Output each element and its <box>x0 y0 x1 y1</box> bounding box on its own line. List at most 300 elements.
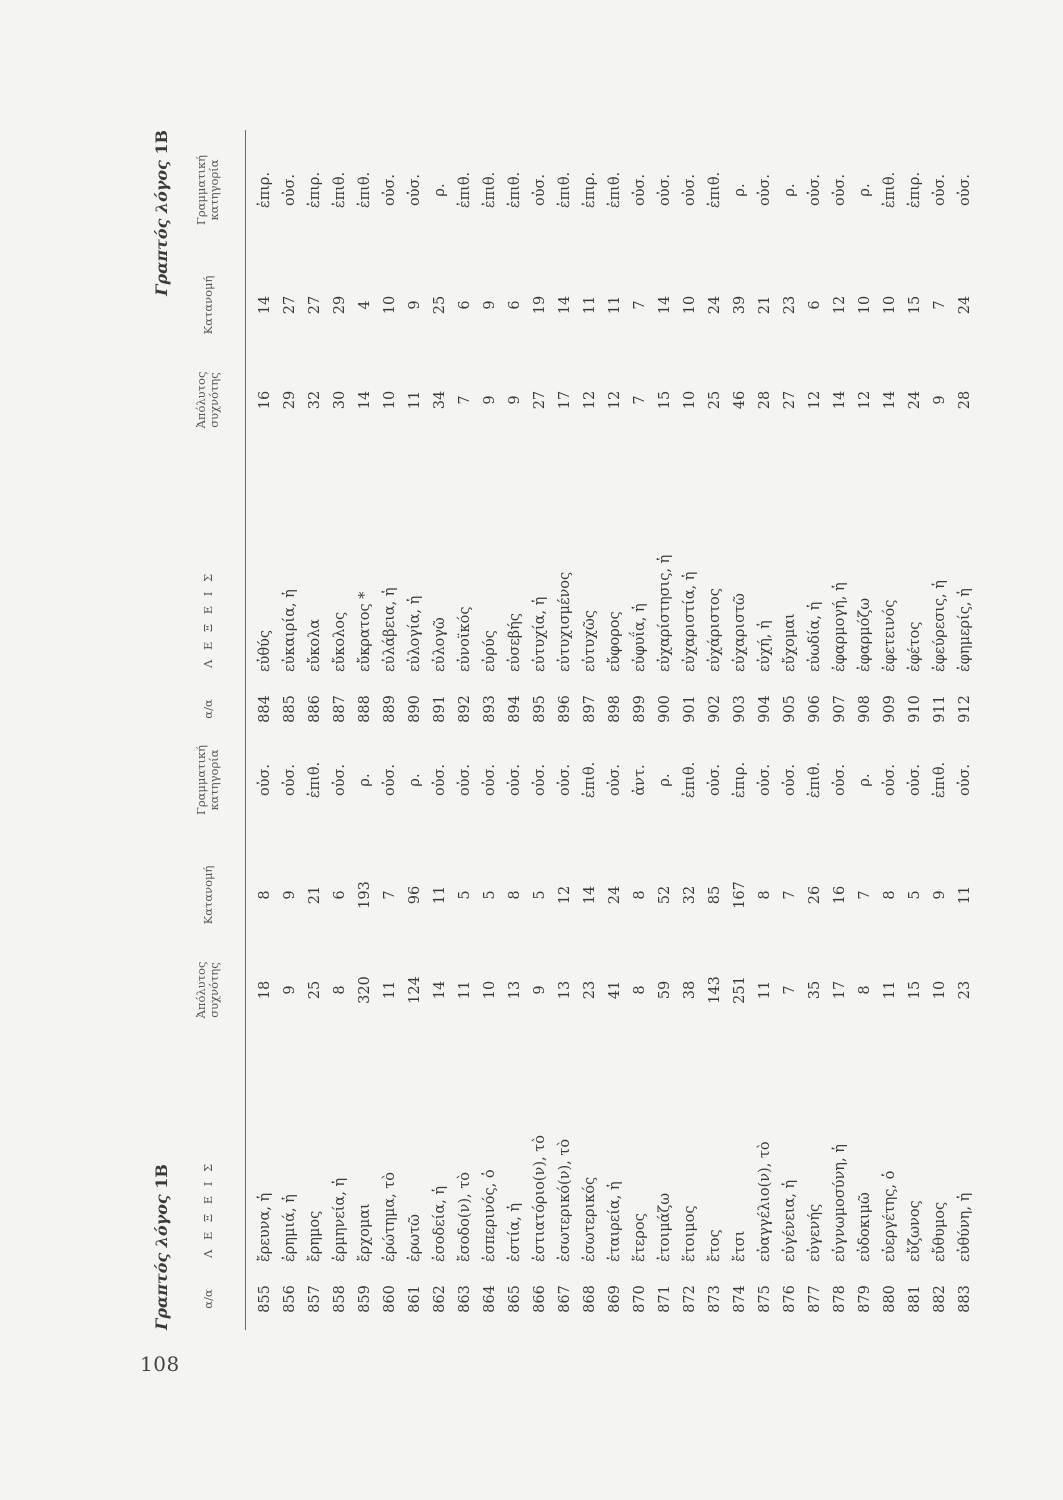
entry-distribution: 14 <box>256 295 273 315</box>
entry-number: 900 <box>656 695 673 723</box>
entry-frequency: 15 <box>906 980 923 1000</box>
entry-frequency: 25 <box>706 390 723 410</box>
entry-frequency: 7 <box>781 985 798 995</box>
entry-distribution: 25 <box>431 295 448 315</box>
entry-number: 884 <box>256 695 273 723</box>
entry-category: οὐσ. <box>881 763 898 797</box>
entry-word: εὔκρατος * <box>356 591 373 672</box>
entry-category: οὐσ. <box>906 763 923 797</box>
entry-distribution: 8 <box>506 890 523 900</box>
entry-word: εὐγένεια, ἡ <box>781 1179 798 1262</box>
entry-frequency: 12 <box>856 390 873 410</box>
entry-frequency: 9 <box>531 985 548 995</box>
entry-category: οὐσ. <box>756 763 773 797</box>
entry-number: 874 <box>731 1285 748 1313</box>
entry-frequency: 11 <box>406 390 423 410</box>
entry-frequency: 11 <box>381 980 398 1000</box>
entry-distribution: 23 <box>781 295 798 315</box>
entry-distribution: 52 <box>656 885 673 905</box>
entry-distribution: 12 <box>556 885 573 905</box>
entry-category: ρ. <box>856 773 873 787</box>
table-row <box>852 720 877 1330</box>
entry-frequency: 320 <box>356 976 373 1004</box>
entry-number: 889 <box>381 695 398 723</box>
entry-word: εὐτυχία, ἡ <box>531 596 548 672</box>
entry-frequency: 7 <box>456 395 473 405</box>
column-header-frequency: Ἀπόλυτος συχνότης <box>194 371 221 429</box>
entry-word: εὐαγγέλιο(ν), τὸ <box>756 1141 773 1262</box>
entry-category: ἐπιθ. <box>606 171 623 209</box>
table-row <box>452 130 477 740</box>
entry-category: οὐσ. <box>956 173 973 207</box>
entry-category: ρ. <box>406 773 423 787</box>
table-row <box>677 130 702 740</box>
entry-frequency: 41 <box>606 980 623 1000</box>
entry-word: ἕτερος <box>631 1213 648 1262</box>
entry-category: ἐπιρ. <box>731 761 748 799</box>
entry-distribution: 14 <box>556 295 573 315</box>
table-row <box>652 720 677 1330</box>
entry-frequency: 18 <box>256 980 273 1000</box>
table-row <box>577 130 602 740</box>
table-row <box>552 130 577 740</box>
entry-distribution: 32 <box>681 885 698 905</box>
entry-number: 867 <box>556 1285 573 1313</box>
entry-word: εὐδοκιμῶ <box>856 1192 873 1262</box>
entry-distribution: 24 <box>606 885 623 905</box>
table-row <box>952 130 977 740</box>
entry-distribution: 8 <box>756 890 773 900</box>
entry-frequency: 28 <box>756 390 773 410</box>
table-row <box>902 720 927 1330</box>
right-table-body <box>252 130 977 740</box>
entry-frequency: 59 <box>656 980 673 1000</box>
entry-frequency: 29 <box>281 390 298 410</box>
table-row <box>702 720 727 1330</box>
entry-word: εὐεργέτης, ὁ <box>881 1170 898 1262</box>
entry-word: εὐφυΐα, ἡ <box>631 603 648 672</box>
table-row <box>252 130 277 740</box>
entry-number: 869 <box>606 1285 623 1313</box>
entry-word: ἑσπερινός, ὁ <box>481 1169 498 1262</box>
entry-distribution: 10 <box>681 295 698 315</box>
entry-frequency: 8 <box>331 985 348 995</box>
entry-number: 860 <box>381 1285 398 1313</box>
entry-category: οὐσ. <box>531 763 548 797</box>
table-row <box>802 130 827 740</box>
entry-number: 881 <box>906 1285 923 1313</box>
entry-number: 861 <box>406 1285 423 1313</box>
entry-distribution: 19 <box>531 295 548 315</box>
entry-number: 856 <box>281 1285 298 1313</box>
entry-number: 888 <box>356 695 373 723</box>
table-row <box>427 130 452 740</box>
entry-frequency: 46 <box>731 390 748 410</box>
entry-frequency: 9 <box>506 395 523 405</box>
column-header-number: α/α <box>200 699 215 719</box>
entry-category: ἐπιρ. <box>581 171 598 209</box>
entry-frequency: 14 <box>356 390 373 410</box>
entry-distribution: 11 <box>431 885 448 905</box>
entry-number: 855 <box>256 1285 273 1313</box>
entry-word: εὐχάριστος <box>706 588 723 672</box>
entry-number: 857 <box>306 1285 323 1313</box>
table-row <box>877 130 902 740</box>
entry-frequency: 24 <box>906 390 923 410</box>
entry-number: 873 <box>706 1285 723 1313</box>
table-row <box>827 720 852 1330</box>
entry-number: 904 <box>756 695 773 723</box>
entry-number: 908 <box>856 695 873 723</box>
entry-word: ἐσωτερικός <box>581 1176 598 1262</box>
table-row <box>352 720 377 1330</box>
entry-category: οὐσ. <box>931 173 948 207</box>
entry-number: 877 <box>806 1285 823 1313</box>
entry-frequency: 8 <box>631 985 648 995</box>
entry-category: ἐπιθ. <box>481 171 498 209</box>
page-number: 108 <box>140 1352 180 1376</box>
entry-word: ἐφαρμόζω <box>856 597 873 672</box>
entry-number: 906 <box>806 695 823 723</box>
entry-frequency: 8 <box>856 985 873 995</box>
entry-word: ἔρευνα, ἡ <box>256 1192 273 1262</box>
entry-category: οὐσ. <box>481 763 498 797</box>
column-header-frequency: Ἀπόλυτος συχνότης <box>194 961 221 1019</box>
entry-distribution: 9 <box>281 890 298 900</box>
entry-frequency: 14 <box>881 390 898 410</box>
entry-frequency: 10 <box>681 390 698 410</box>
entry-distribution: 6 <box>806 300 823 310</box>
entry-frequency: 30 <box>331 390 348 410</box>
entry-distribution: 5 <box>531 890 548 900</box>
entry-frequency: 9 <box>481 395 498 405</box>
entry-number: 912 <box>956 695 973 723</box>
entry-distribution: 6 <box>331 890 348 900</box>
entry-distribution: 21 <box>756 295 773 315</box>
table-row <box>927 130 952 740</box>
table-row <box>502 130 527 740</box>
entry-word: ἐρωτῶ <box>406 1214 423 1262</box>
entry-word: εὔκολα <box>306 618 323 672</box>
entry-distribution: 10 <box>381 295 398 315</box>
entry-distribution: 21 <box>306 885 323 905</box>
entry-word: εὐλογῶ <box>431 617 448 672</box>
entry-frequency: 23 <box>956 980 973 1000</box>
column-header-number: α/α <box>200 1289 215 1309</box>
entry-category: ἐπιθ. <box>706 171 723 209</box>
entry-word: ἑστιατόριο(ν), τὸ <box>531 1135 548 1262</box>
entry-distribution: 9 <box>406 300 423 310</box>
entry-category: οὐσ. <box>331 763 348 797</box>
right-running-title: Γραπτός λόγος 1Β <box>152 130 171 296</box>
entry-distribution: 27 <box>281 295 298 315</box>
entry-word: ἔσοδο(ν), τὸ <box>456 1172 473 1262</box>
entry-word: ἑτοιμάζω <box>656 1192 673 1262</box>
table-row <box>477 720 502 1330</box>
entry-word: ἔρημος <box>306 1210 323 1262</box>
entry-frequency: 9 <box>281 985 298 995</box>
entry-frequency: 11 <box>756 980 773 1000</box>
table-row <box>277 720 302 1330</box>
entry-word: ἕτοιμος <box>681 1205 698 1262</box>
entry-category: οὐσ. <box>281 763 298 797</box>
table-row <box>627 130 652 740</box>
left-table <box>135 720 977 1330</box>
entry-category: οὐσ. <box>506 763 523 797</box>
entry-number: 892 <box>456 695 473 723</box>
table-row <box>602 130 627 740</box>
table-row <box>752 720 777 1330</box>
entry-category: ρ. <box>656 773 673 787</box>
table-row <box>727 720 752 1330</box>
table-row <box>377 130 402 740</box>
entry-distribution: 10 <box>856 295 873 315</box>
entry-distribution: 12 <box>831 295 848 315</box>
table-row <box>402 720 427 1330</box>
entry-word: εὐχαρίστησις, ἡ <box>656 554 673 672</box>
entry-word: εὐκαιρία, ἡ <box>281 589 298 672</box>
entry-frequency: 12 <box>581 390 598 410</box>
entry-number: 907 <box>831 695 848 723</box>
entry-category: ἐπιθ. <box>306 761 323 799</box>
entry-distribution: 7 <box>631 300 648 310</box>
entry-category: οὐσ. <box>831 763 848 797</box>
entry-distribution: 6 <box>506 300 523 310</box>
entry-category: οὐσ. <box>681 173 698 207</box>
table-row <box>327 720 352 1330</box>
entry-number: 891 <box>431 695 448 723</box>
entry-distribution: 8 <box>631 890 648 900</box>
table-row <box>827 130 852 740</box>
entry-number: 868 <box>581 1285 598 1313</box>
entry-category: ἐπιθ. <box>356 171 373 209</box>
right-column-headers <box>171 130 246 740</box>
entry-frequency: 16 <box>256 390 273 410</box>
entry-distribution: 14 <box>656 295 673 315</box>
entry-category: οὐσ. <box>281 173 298 207</box>
entry-word: ἐρώτημα, τὸ <box>381 1171 398 1262</box>
entry-number: 863 <box>456 1285 473 1313</box>
entry-number: 894 <box>506 695 523 723</box>
entry-distribution: 193 <box>356 881 373 909</box>
entry-word: εὔκολος <box>331 611 348 672</box>
entry-category: ἐπιθ. <box>881 171 898 209</box>
entry-distribution: 29 <box>331 295 348 315</box>
table-row <box>402 130 427 740</box>
entry-category: ἐπιθ. <box>581 761 598 799</box>
entry-word: εὐθύς <box>256 630 273 672</box>
entry-distribution: 7 <box>381 890 398 900</box>
table-row <box>527 720 552 1330</box>
entry-word: εὔφορος <box>606 611 623 672</box>
entry-number: 911 <box>931 695 948 723</box>
table-row <box>727 130 752 740</box>
entry-frequency: 32 <box>306 390 323 410</box>
entry-word: εὔζωνος <box>906 1200 923 1262</box>
entry-word: ἐφεύρεσις, ἡ <box>931 580 948 672</box>
entry-frequency: 14 <box>431 980 448 1000</box>
left-running-title: Γραπτός λόγος 1Β <box>152 1164 171 1330</box>
entry-distribution: 8 <box>881 890 898 900</box>
column-header-category: Γραμματική κατηγορία <box>194 744 221 816</box>
entry-distribution: 27 <box>306 295 323 315</box>
entry-word: εὐτυχισμένος <box>556 571 573 672</box>
entry-number: 901 <box>681 695 698 723</box>
entry-word: ἑταιρεία, ἡ <box>606 1181 623 1262</box>
entry-frequency: 143 <box>706 976 723 1004</box>
entry-distribution: 5 <box>481 890 498 900</box>
entry-distribution: 15 <box>906 295 923 315</box>
entry-category: ἀντ. <box>631 764 648 796</box>
entry-category: ἐπιθ. <box>506 171 523 209</box>
entry-word: ἔρχομαι <box>356 1203 373 1262</box>
entry-word: ἐφημερίς, ἡ <box>956 588 973 672</box>
entry-number: 870 <box>631 1285 648 1313</box>
entry-frequency: 15 <box>656 390 673 410</box>
table-row <box>777 720 802 1330</box>
entry-number: 882 <box>931 1285 948 1313</box>
entry-number: 858 <box>331 1285 348 1313</box>
entry-number: 878 <box>831 1285 848 1313</box>
entry-word: εὐνοϊκός <box>456 606 473 672</box>
table-row <box>252 720 277 1330</box>
entry-frequency: 12 <box>606 390 623 410</box>
entry-number: 898 <box>606 695 623 723</box>
entry-word: εὔχομαι <box>781 613 798 672</box>
entry-word: ἑρμηνεία, ἡ <box>331 1177 348 1262</box>
entry-word: εὐγενής <box>806 1203 823 1262</box>
entry-number: 903 <box>731 695 748 723</box>
entry-word: ἔτος <box>706 1229 723 1262</box>
entry-frequency: 14 <box>831 390 848 410</box>
entry-frequency: 12 <box>806 390 823 410</box>
entry-category: οὐσ. <box>956 763 973 797</box>
table-row <box>552 720 577 1330</box>
entry-category: οὐσ. <box>256 763 273 797</box>
entry-frequency: 124 <box>406 976 423 1004</box>
left-table-body <box>252 720 977 1330</box>
entry-number: 896 <box>556 695 573 723</box>
entry-number: 890 <box>406 695 423 723</box>
entry-category: οὐσ. <box>806 173 823 207</box>
entry-distribution: 7 <box>781 890 798 900</box>
entry-distribution: 6 <box>456 300 473 310</box>
entry-number: 909 <box>881 695 898 723</box>
entry-distribution: 10 <box>881 295 898 315</box>
entry-number: 887 <box>331 695 348 723</box>
entry-word: ἔτσι <box>731 1230 748 1262</box>
entry-frequency: 11 <box>456 980 473 1000</box>
entry-frequency: 17 <box>831 980 848 1000</box>
table-row <box>702 130 727 740</box>
entry-frequency: 27 <box>531 390 548 410</box>
entry-frequency: 38 <box>681 980 698 1000</box>
table-row <box>927 720 952 1330</box>
entry-number: 897 <box>581 695 598 723</box>
entry-category: οὐσ. <box>381 173 398 207</box>
entry-frequency: 9 <box>931 395 948 405</box>
entry-frequency: 10 <box>481 980 498 1000</box>
entry-word: ἑστία, ἡ <box>506 1202 523 1262</box>
entry-distribution: 39 <box>731 295 748 315</box>
entry-distribution: 14 <box>581 885 598 905</box>
entry-number: 871 <box>656 1285 673 1313</box>
entry-number: 862 <box>431 1285 448 1313</box>
entry-word: εὐλάβεια, ἡ <box>381 587 398 672</box>
entry-word: ἐσωτερικό(ν), τὸ <box>556 1138 573 1262</box>
entry-category: ἐπιθ. <box>931 761 948 799</box>
entry-distribution: 4 <box>356 300 373 310</box>
entry-distribution: 5 <box>456 890 473 900</box>
entry-distribution: 11 <box>956 885 973 905</box>
table-row <box>652 130 677 740</box>
entry-category: οὐσ. <box>756 173 773 207</box>
entry-word: ἐσοδεία, ἡ <box>431 1185 448 1262</box>
entry-number: 905 <box>781 695 798 723</box>
entry-word: εὐχαριστῶ <box>731 593 748 672</box>
entry-distribution: 11 <box>581 295 598 315</box>
entry-category: οὐσ. <box>556 763 573 797</box>
entry-number: 895 <box>531 695 548 723</box>
table-row <box>477 130 502 740</box>
column-header-category: Γραμματική κατηγορία <box>194 154 221 226</box>
entry-number: 883 <box>956 1285 973 1313</box>
table-row <box>877 720 902 1330</box>
entry-frequency: 13 <box>506 980 523 1000</box>
left-column-headers <box>171 720 246 1330</box>
entry-number: 866 <box>531 1285 548 1313</box>
entry-number: 880 <box>881 1285 898 1313</box>
entry-category: ἐπιρ. <box>906 171 923 209</box>
entry-distribution: 96 <box>406 885 423 905</box>
entry-number: 872 <box>681 1285 698 1313</box>
entry-category: οὐσ. <box>456 763 473 797</box>
entry-word: εὔθυμος <box>931 1201 948 1262</box>
entry-category: οὐσ. <box>381 763 398 797</box>
entry-word: εὐρύς <box>481 630 498 672</box>
entry-distribution: 8 <box>256 890 273 900</box>
table-row <box>527 130 552 740</box>
entry-word: εὐλογία, ἡ <box>406 595 423 672</box>
entry-frequency: 35 <box>806 980 823 1000</box>
entry-number: 865 <box>506 1285 523 1313</box>
entry-category: οὐσ. <box>656 173 673 207</box>
table-row <box>302 130 327 740</box>
entry-category: ρ. <box>356 773 373 787</box>
entry-category: ρ. <box>731 183 748 197</box>
entry-category: ρ. <box>856 183 873 197</box>
entry-category: ἐπιρ. <box>256 171 273 209</box>
entry-word: εὐχαριστία, ἡ <box>681 571 698 672</box>
entry-category: οὐσ. <box>781 763 798 797</box>
entry-word: ἐφέτος <box>906 621 923 672</box>
entry-word: εὐθύνη, ἡ <box>956 1192 973 1262</box>
entry-word: εὐτυχῶς <box>581 610 598 672</box>
entry-number: 886 <box>306 695 323 723</box>
entry-category: οὐσ. <box>831 173 848 207</box>
table-row <box>452 720 477 1330</box>
entry-number: 876 <box>781 1285 798 1313</box>
entry-distribution: 24 <box>956 295 973 315</box>
entry-number: 899 <box>631 695 648 723</box>
entry-category: ἐπιθ. <box>456 171 473 209</box>
entry-number: 859 <box>356 1285 373 1313</box>
right-running-header <box>135 130 171 740</box>
entry-word: εὐγνωμοσύνη, ἡ <box>831 1144 848 1262</box>
entry-distribution: 16 <box>831 885 848 905</box>
table-row <box>427 720 452 1330</box>
entry-distribution: 9 <box>931 890 948 900</box>
